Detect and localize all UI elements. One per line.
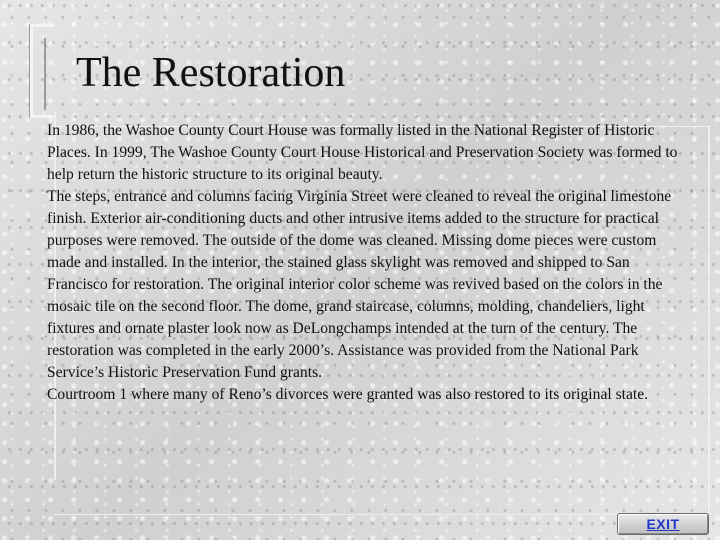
- paragraph-courtroom: Courtroom 1 where many of Reno’s divorces were granted was also restored to its original state.: [47, 386, 649, 403]
- slide-body: [47, 120, 687, 406]
- exit-button[interactable]: [617, 513, 709, 535]
- exit-button-label[interactable]: EXIT: [646, 516, 680, 532]
- paragraph-register: In 1986, the Washoe County Court House was formally listed in the National Register of Historic Places. In 1999, The Washoe County Court House Historical and Preservation Society was formed to help return the historic structure to its original beauty.: [47, 122, 678, 183]
- right-rule-line: [708, 126, 710, 514]
- title-bracket-inner-decoration: [44, 38, 56, 110]
- bottom-rule-line: [54, 514, 710, 515]
- paragraph-restoration-work: The steps, entrance and columns facing Virginia Street were cleaned to reveal the original limestone finish. Exterior air-conditioning ducts and other intrusive items added to the structure for practical purposes were removed. The outside of the dome was cleaned. Missing dome pieces were custom made and installed. In the interior, the stained glass skylight was removed and shipped to San Francisco for restoration. The original interior color scheme was revived based on the colors in the mosaic tile on the second floor. The dome, grand staircase, columns, molding, chandeliers, light fixtures and ornate plaster look now as DeLongchamps intended at the turn of the century. The restoration was completed in the early 2000’s. Assistance was provided from the National Park Service’s Historic Preservation Fund grants.: [47, 188, 672, 381]
- slide-title: The Restoration: [76, 50, 346, 96]
